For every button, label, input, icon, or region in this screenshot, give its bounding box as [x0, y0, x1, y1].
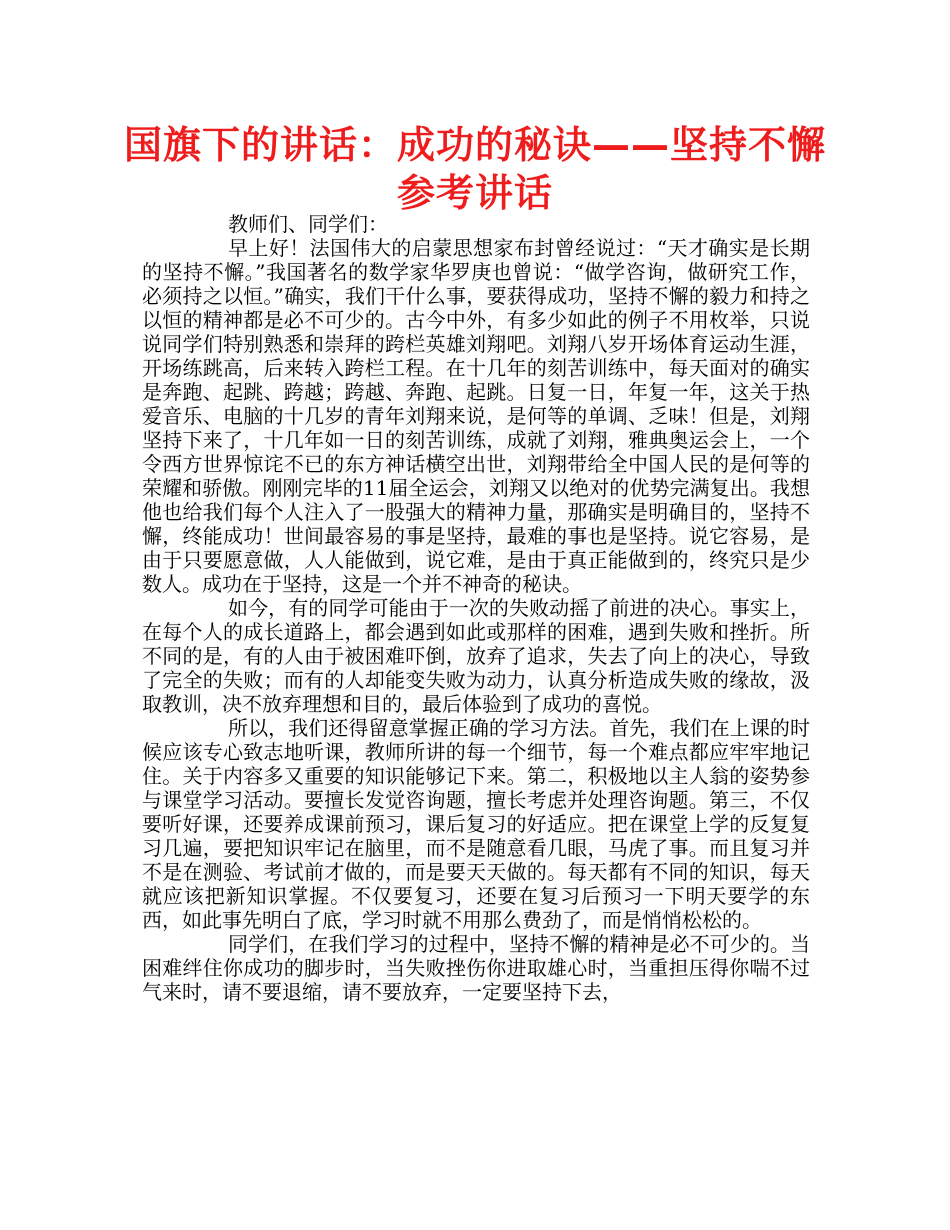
document-body: [142, 212, 810, 1004]
document-title-line-2: 参考讲话: [396, 171, 553, 215]
paragraph-2: 如今，有的同学可能由于一次的失败动摇了前进的决心。事实上，在每个人的成长道路上，都会遇到如此或那样的困难，遇到失败和挫折。所不同的是，有的人由于被困难吓倒，放弃了追求，失去了向上的决心，导致了完全的失败；而有的人却能变失败为动力，认真分析造成失败的缘故，汲取教训，决不放弃理想和目的，最后体验到了成功的喜悦。: [142, 596, 810, 716]
salutation: 教师们、同学们：: [228, 212, 388, 236]
document-title-line-1: 国旗下的讲话：成功的秘诀——坚持不懈: [123, 123, 826, 167]
paragraph-3: 所以，我们还得留意掌握正确的学习方法。首先，我们在上课的时候应该专心致志地听课，教师所讲的每一个细节，每一个难点都应牢牢地记住。关于内容多又重要的知识能够记下来。第二，积极地以主人翁的姿势参与课堂学习活动。要擅长发觉咨询题，擅长考虑并处理咨询题。第三，不仅要听好课，还要养成课前预习，课后复习的好适应。把在课堂上学的反复复习几遍，要把知识牢记在脑里，而不是随意看几眼，马虎了事。而且复习并不是在测验、考试前才做的，而是要天天做的。每天都有不同的知识，每天就应该把新知识掌握。不仅要复习，还要在复习后预习一下明天要学的东西，如此事先明白了底，学习时就不用那么费劲了，而是悄悄松松的。: [142, 716, 810, 932]
paragraph-4: 同学们，在我们学习的过程中，坚持不懈的精神是必不可少的。当困难绊住你成功的脚步时，当失败挫伤你进取雄心时，当重担压得你喘不过气来时，请不要退缩，请不要放弃，一定要坚持下去，: [142, 932, 810, 1004]
paragraph-1: 早上好！法国伟大的启蒙思想家布封曾经说过：“天才确实是长期的坚持不懈。”我国著名的数学家华罗庚也曾说：“做学咨询，做研究工作，必须持之以恒。”确实，我们干什么事，要获得成功，坚持不懈的毅力和持之以恒的精神都是必不可少的。古今中外，有多少如此的例子不用枚举，只说说同学们特别熟悉和崇拜的跨栏英雄刘翔吧。刘翔八岁开场体育运动生涯，开场练跳高，后来转入跨栏工程。在十几年的刻苦训练中，每天面对的确实是奔跑、起跳、跨越；跨越、奔跑、起跳。日复一日，年复一年，这关于热爱音乐、电脑的十几岁的青年刘翔来说，是何等的单调、乏味！但是，刘翔坚持下来了，十几年如一日的刻苦训练，成就了刘翔，雅典奥运会上，一个令西方世界惊诧不已的东方神话横空出世，刘翔带给全中国人民的是何等的荣耀和骄傲。刚刚完毕的11届全运会，刘翔又以绝对的优势完满复出。我想他也给我们每个人注入了一股强大的精神力量，那确实是明确目的，坚持不懈，终能成功！世间最容易的事是坚持，最难的事也是坚持。说它容易，是由于只要愿意做，人人能做到，说它难，是由于真正能做到的，终究只是少数人。成功在于坚持，这是一个并不神奇的秘诀。: [142, 236, 810, 596]
